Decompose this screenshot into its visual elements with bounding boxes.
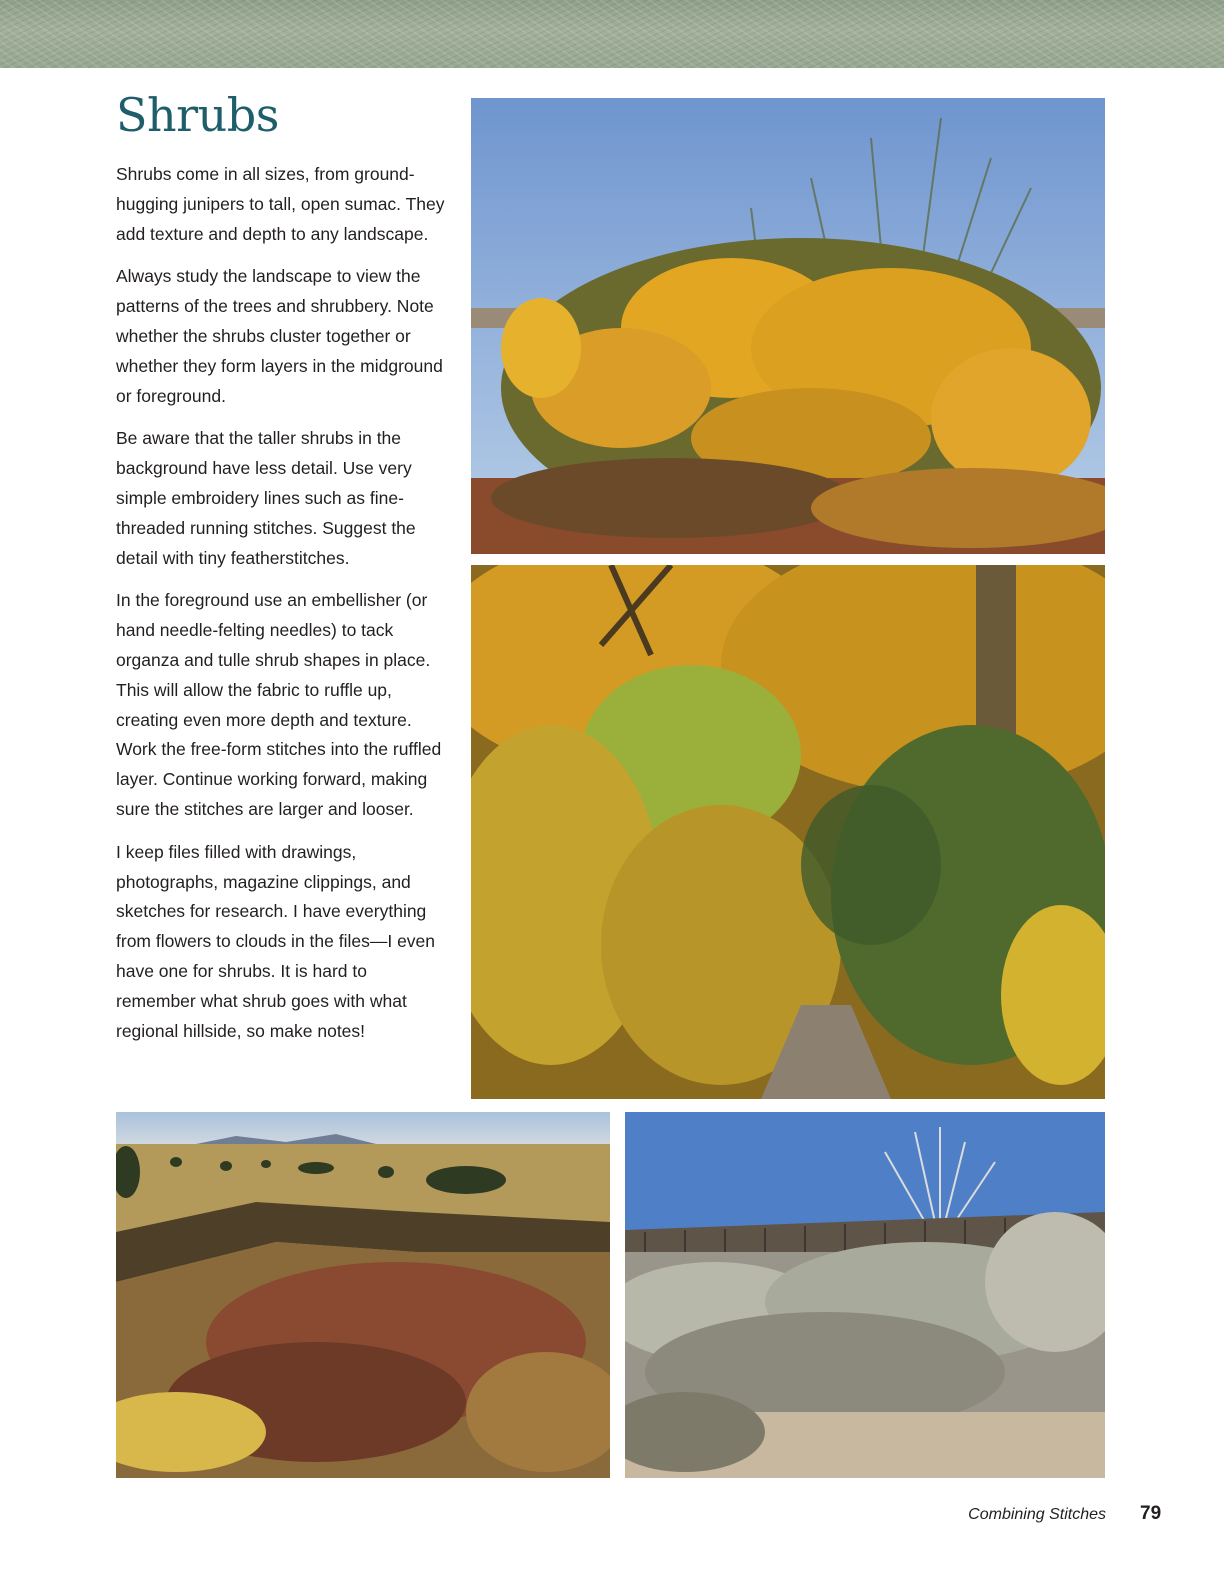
paragraph: Always study the landscape to view the patterns of the trees and shrubbery. Note whether the shrubs cluster together or whether they form layers in the midground or foreground. (116, 266, 443, 406)
paragraph: Be aware that the taller shrubs in the background have less detail. Use very simple embroidery lines such as fine-threaded running stitches. Suggest the detail with tiny featherstitches. (116, 428, 416, 568)
page-title: Shrubs (116, 88, 279, 142)
photo-prairie-gully (116, 1112, 610, 1478)
footer-section-title: Combining Stitches (968, 1506, 1106, 1523)
paragraph: Shrubs come in all sizes, from ground-hugging junipers to tall, open sumac. They add texture and depth to any landscape. (116, 164, 445, 244)
photo-sagebrush-fence (625, 1112, 1105, 1478)
body-text (116, 160, 451, 1059)
paragraph: I keep files filled with drawings, photographs, magazine clippings, and sketches for research. I have everything from flowers to clouds in the files—I even have one for shrubs. It is hard to remember what shrub goes with what regional hillside, so make notes! (116, 841, 436, 1041)
paragraph: In the foreground use an embellisher (or hand needle-felting needles) to tack organza and tulle shrub shapes in place. This will allow the fabric to ruffle up, creating even more depth and texture. Work the free-form stitches into the ruffled layer. Continue working forward, making sure the stitches are larger and looser. (116, 590, 442, 819)
page-number: 79 (1140, 1503, 1162, 1524)
photo-yellow-flowering-shrub (471, 98, 1105, 554)
photo-autumn-creek-trees (471, 565, 1105, 1099)
header-texture-banner (0, 0, 1224, 68)
